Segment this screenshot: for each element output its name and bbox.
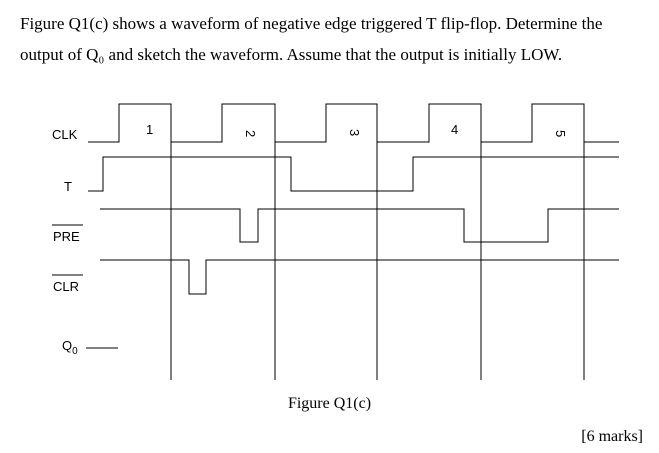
pre-label: PRE bbox=[53, 229, 80, 244]
figure-caption: Figure Q1(c) bbox=[287, 395, 372, 412]
clr-label: CLR bbox=[53, 279, 80, 294]
pulse-number-2: 2 bbox=[243, 130, 258, 138]
t-label: T bbox=[64, 179, 72, 194]
pulse-number-5: 5 bbox=[553, 130, 568, 138]
pulse-number-1: 1 bbox=[146, 122, 154, 137]
clr-waveform bbox=[100, 260, 619, 294]
question-line-1: Figure Q1(c) shows a waveform of negative edge triggered T flip-flop. Determine the bbox=[20, 14, 603, 33]
pulse-number-4: 4 bbox=[451, 122, 459, 137]
question-line-2: output of Q₀ and sketch the waveform. Assume that the output is initially LOW. bbox=[20, 45, 563, 64]
clk-waveform bbox=[88, 104, 619, 142]
pulse-number-3: 3 bbox=[347, 129, 362, 137]
q0-label bbox=[62, 338, 78, 357]
clk-label: CLK bbox=[52, 127, 78, 142]
marks-label: [6 marks] bbox=[581, 428, 643, 445]
t-waveform bbox=[88, 157, 619, 191]
q0-subscript: 0 bbox=[72, 346, 78, 357]
pre-waveform bbox=[100, 209, 619, 242]
q0-letter: Q bbox=[62, 338, 73, 353]
